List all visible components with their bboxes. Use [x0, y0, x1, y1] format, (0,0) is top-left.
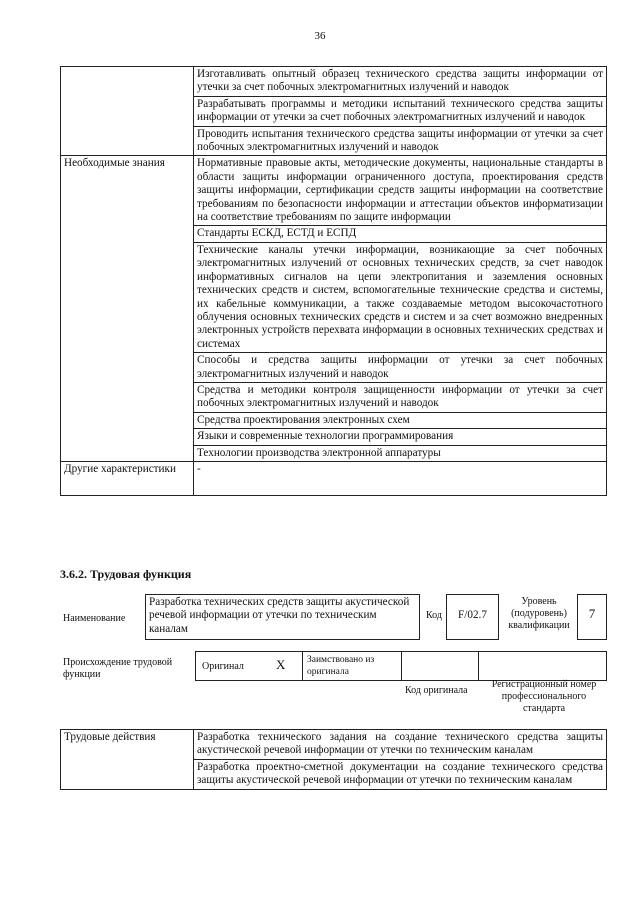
level-label: Уровень (подуровень) квалификации [508, 596, 570, 631]
knowledge-label: Необходимые знания [61, 156, 194, 462]
action-item: Разработка проектно-сметной документации на создание технического средства защиты акустической речевой информации от утечки по техническим каналам [194, 759, 607, 789]
actions-label: Трудовые действия [61, 730, 194, 790]
other-value: - [194, 461, 607, 495]
knowledge-item: Технологии производства электронной аппаратуры [194, 445, 607, 461]
action-item: Изготавливать опытный образец технического средства защиты информации от утечки за счет побочных электромагнитных излучений и наводок [194, 67, 607, 97]
original-mark: X [276, 657, 286, 672]
table-row [61, 730, 607, 760]
action-item: Разработка технического задания на создание технического средства защиты акустической речевой информации от утечки по техническим каналам [194, 730, 607, 760]
knowledge-item: Нормативные правовые акты, методические документы, национальные стандарты в области защиты информации ограниченного доступа, проектирования средств защиты информации, сертификации средств защиты информации на соответствие требованиям по безопасности информации и аттестации объектов информатизации на соответствие требованиям по защите информации [194, 156, 607, 226]
knowledge-item: Технические каналы утечки информации, возникающие за счет побочных электромагнитных излучений от основных технических средств, за счет наводок информативных сигналов на цепи электропитания и заземления основных технических средств и систем, вспомогательные технические средства и системы, их кабельные коммуникации, а также создаваемые методом высокочастотного облучения основных технических средств и систем и за счет возможно внедренных электронных устройств перехвата информации в основных технических средствах и системах [194, 242, 607, 352]
labour-actions-table [60, 729, 607, 790]
empty-label-cell [61, 67, 194, 156]
code-original-label: Код оригинала [405, 685, 468, 696]
reg-number-label: Регистрационный номер профессионального стандарта [491, 679, 597, 714]
action-item: Проводить испытания технического средства защиты информации от утечки за счет побочных электромагнитных излучений и наводок [194, 126, 607, 156]
table-row [61, 67, 607, 97]
origin-box [195, 651, 607, 681]
knowledge-item: Стандарты ЕСКД, ЕСТД и ЕСПД [194, 226, 607, 242]
page-number: 36 [314, 30, 326, 42]
table-row [61, 461, 607, 495]
original-label: Оригинал [202, 661, 244, 672]
divider [401, 652, 402, 680]
code-label: Код [426, 610, 442, 621]
knowledge-item: Средства и методики контроля защищенности информации от утечки за счет побочных электромагнитных излучений и наводок [194, 382, 607, 412]
divider [478, 652, 479, 680]
origin-label: Происхождение трудовой функции [63, 657, 173, 680]
knowledge-item: Средства проектирования электронных схем [194, 412, 607, 428]
level-value: 7 [577, 594, 607, 640]
knowledge-item: Языки и современные технологии программирования [194, 429, 607, 445]
section-heading: 3.6.2. Трудовая функция [60, 567, 192, 581]
function-name: Разработка технических средств защиты акустической речевой информации от утечки по техническим каналам [145, 594, 420, 640]
divider [302, 652, 303, 680]
name-label: Наименование [63, 613, 126, 624]
action-item: Разрабатывать программы и методики испытаний технического средства защиты информации от утечки за счет побочных электромагнитных излучений и наводок [194, 96, 607, 126]
table-row [61, 156, 607, 226]
borrowed-label: Заимствовано из оригинала [307, 655, 375, 677]
knowledge-item: Способы и средства защиты информации от утечки за счет побочных электромагнитных излучений и наводок [194, 353, 607, 383]
knowledge-table [60, 66, 607, 496]
code-value: F/02.7 [446, 594, 499, 640]
other-label: Другие характеристики [61, 461, 194, 495]
